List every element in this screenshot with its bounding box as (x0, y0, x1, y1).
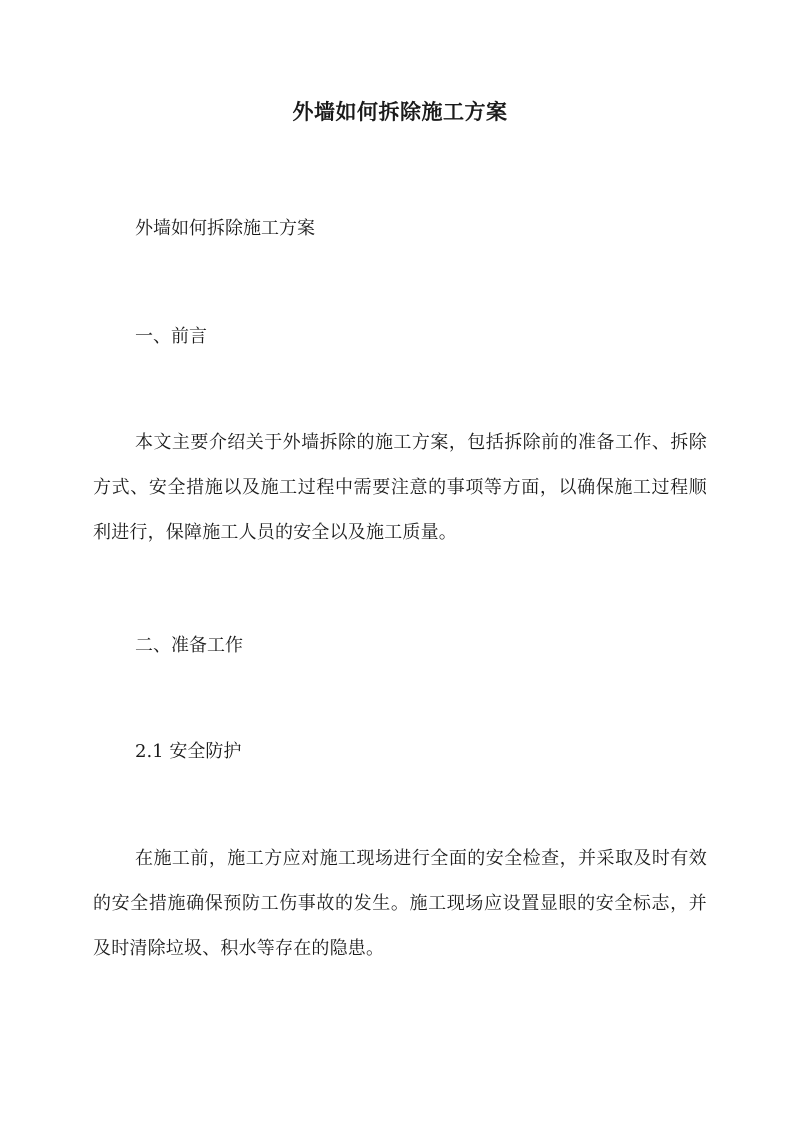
document-subtitle: 外墙如何拆除施工方案 (135, 218, 315, 239)
safety-paragraph: 在施工前，施工方应对施工现场进行全面的安全检查，并采取及时有效的安全措施确保预防工伤事故的发生。施工现场应设置显眼的安全标志，并及时清除垃圾、积水等存在的隐患。 (93, 848, 707, 959)
preface-paragraph: 本文主要介绍关于外墙拆除的施工方案，包括拆除前的准备工作、拆除方式、安全措施以及施工过程中需要注意的事项等方面，以确保施工过程顺利进行，保障施工人员的安全以及施工质量。 (93, 432, 707, 543)
subsection-heading-safety: 2.1 安全防护 (135, 741, 242, 762)
document-title: 外墙如何拆除施工方案 (292, 99, 508, 124)
section-heading-preface: 一、前言 (135, 326, 207, 347)
section-heading-preparation: 二、准备工作 (135, 635, 243, 656)
